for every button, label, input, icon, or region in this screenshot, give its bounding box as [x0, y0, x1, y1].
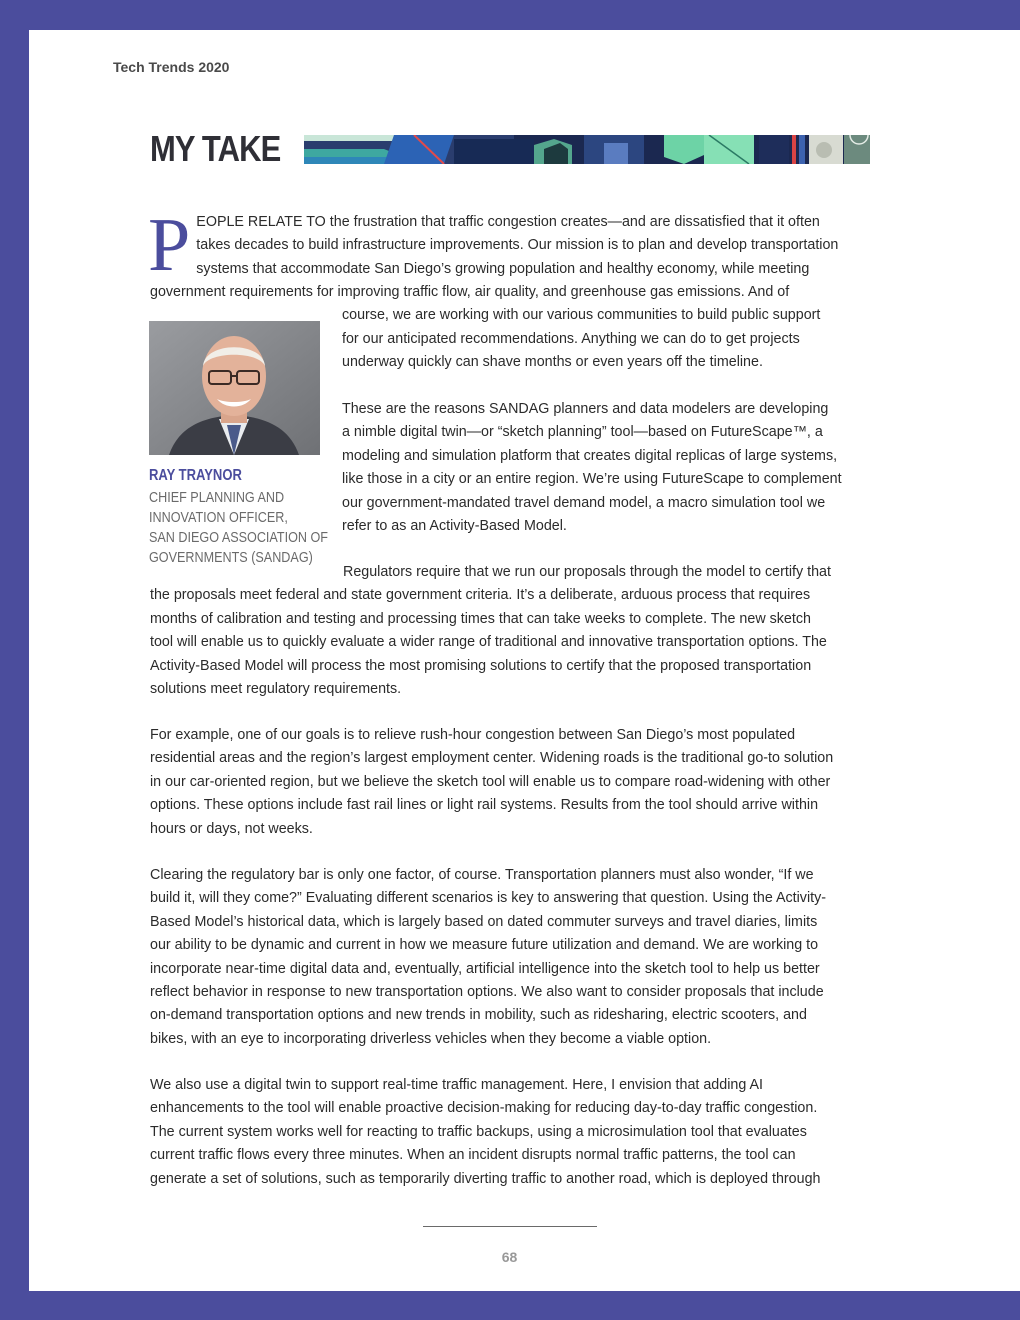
- text-line: months of calibration and testing and processing times that can take weeks to complete. The new sketch: [150, 610, 811, 627]
- text-line: reflect behavior in response to new transportation options. We also want to consider proposals that include: [150, 984, 824, 1001]
- text-line: Activity-Based Model will process the most promising solutions to certify that the proposed transportation: [150, 657, 812, 674]
- author-caption: [149, 467, 328, 568]
- text-line: in our car-oriented region, but we believe the sketch tool will enable us to compare road-widening with other: [150, 773, 831, 790]
- paragraph-5: [150, 864, 872, 1051]
- author-role-line: SAN DIEGO ASSOCIATION OF: [149, 529, 328, 546]
- text-line: solutions meet regulatory requirements.: [150, 681, 402, 698]
- text-line: residential areas and the region’s largest employment center. Widening roads is the traditional go-to solution: [150, 750, 834, 767]
- text-line: our ability to be dynamic and current in how we measure future utilization and demand. We are working to: [150, 937, 819, 954]
- text-line: government requirements for improving traffic flow, air quality, and greenhouse gas emissions. And of: [150, 284, 790, 300]
- text-line: our government-mandated travel demand model, a macro simulation tool we: [342, 494, 826, 511]
- text-line: Based Model’s historical data, which is largely based on dated commuter surveys and travel diaries, limits: [150, 913, 818, 930]
- banner-illustration: [304, 135, 870, 164]
- text-line: current traffic flows every three minutes. When an incident disrupts normal traffic patterns, the tool can: [150, 1147, 796, 1164]
- text-line: underway quickly can shave months or even years off the timeline.: [342, 354, 763, 371]
- text-line: We also use a digital twin to support real-time traffic management. Here, I envision that adding AI: [150, 1077, 763, 1093]
- lead-in: EOPLE RELATE TO: [196, 214, 326, 230]
- running-header: Tech Trends 2020: [113, 59, 230, 75]
- text-line: on-demand transportation options and new trends in mobility, such as ridesharing, electric scooters, and: [150, 1007, 807, 1024]
- paragraph-2: [342, 398, 882, 538]
- text-line: takes decades to build infrastructure improvements. Our mission is to plan and develop transportation: [196, 237, 839, 254]
- text-line: For example, one of our goals is to relieve rush-hour congestion between San Diego’s most populated: [150, 727, 796, 743]
- text-line: systems that accommodate San Diego’s growing population and healthy economy, while meeting: [196, 260, 810, 277]
- page-number: 68: [501, 1249, 518, 1265]
- text-line: Regulators require that we run our proposals through the model to certify that: [343, 564, 831, 580]
- drop-cap: P: [148, 203, 191, 287]
- paragraph-6: [150, 1074, 872, 1191]
- text-line: Clearing the regulatory bar is only one factor, of course. Transportation planners must also wonder, “If we: [150, 867, 814, 883]
- text-line: incorporate near-time digital data and, eventually, artificial intelligence into the sketch tool to help us better: [150, 960, 820, 977]
- text-line: EOPLE RELATE TO the frustration that traffic congestion creates—and are dissatisfied that it often: [196, 214, 820, 230]
- text-line: generate a set of solutions, such as temporarily diverting traffic to another road, which is deployed through: [150, 1170, 821, 1187]
- footer-divider: [423, 1226, 597, 1227]
- text-line: modeling and simulation platform that creates digital replicas of large systems,: [342, 447, 838, 464]
- text-line: a nimble digital twin—or “sketch planning” tool—based on FutureScape™, a: [342, 424, 823, 441]
- text-line: tool will enable us to quickly evaluate a wider range of traditional and innovative transportation options. The: [150, 634, 827, 651]
- text-line: These are the reasons SANDAG planners and data modelers are developing: [342, 401, 829, 417]
- author-name: RAY TRAYNOR: [149, 467, 242, 484]
- text-line: the proposals meet federal and state government criteria. It’s a deliberate, arduous process that requires: [150, 587, 811, 604]
- intro-paragraph: [148, 203, 872, 287]
- text-line: course, we are working with our various communities to build public support: [342, 307, 821, 324]
- text-line: The current system works well for reacting to traffic backups, using a microsimulation tool that evaluates: [150, 1123, 807, 1140]
- author-photo: [149, 321, 320, 455]
- text-line: refer to as an Activity-Based Model.: [342, 518, 567, 535]
- paragraph-3: [150, 561, 872, 701]
- text-line: enhancements to the tool will enable proactive decision-making for reducing day-to-day traffic congestion.: [150, 1100, 818, 1117]
- portrait-illustration: [149, 321, 320, 455]
- text-line: hours or days, not weeks.: [150, 820, 313, 837]
- document-page: [29, 30, 1020, 1291]
- author-role-line: CHIEF PLANNING AND: [149, 489, 285, 506]
- decorative-banner-image: [304, 135, 870, 164]
- text-line: bikes, with an eye to incorporating driverless vehicles when they become a viable option.: [150, 1030, 712, 1047]
- author-role-line: GOVERNMENTS (SANDAG): [149, 549, 313, 566]
- text-line: for our anticipated recommendations. Anything we can do to get projects: [342, 330, 800, 347]
- text-line: build it, will they come?” Evaluating different scenarios is key to answering that question. Using the Activity-: [150, 890, 826, 907]
- paragraph-4: [150, 724, 872, 841]
- author-role-line: INNOVATION OFFICER,: [149, 509, 288, 526]
- text-line: like those in a city or an entire region. We’re using FutureScape to complement: [342, 471, 842, 488]
- section-title: MY TAKE: [150, 128, 281, 169]
- text-line: options. These options include fast rail lines or light rail systems. Results from the tool should arrive within: [150, 797, 819, 814]
